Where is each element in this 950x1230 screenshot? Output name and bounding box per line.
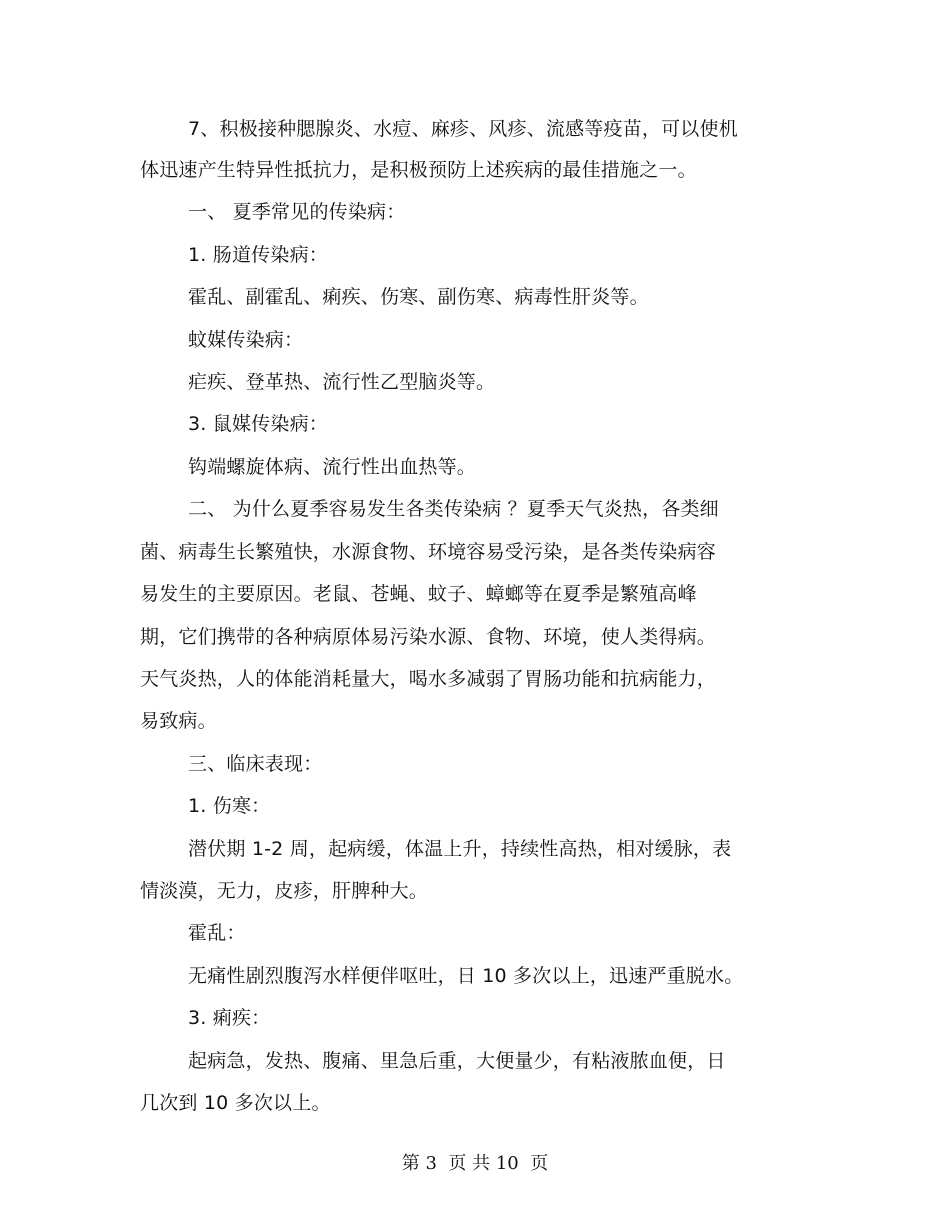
paragraph-line: 菌、病毒生长繁殖快，水源食物、环境容易受污染，是各类传染病容 <box>140 541 717 563</box>
paragraph-line: 起病急，发热、腹痛、里急后重，大便量少，有粘液脓血便，日 <box>188 1050 726 1072</box>
section-heading: 一、 夏季常见的传染病： <box>188 201 406 223</box>
section-heading: 三、临床表现： <box>188 753 323 775</box>
subsection-heading: 3. 痢疾： <box>188 1007 271 1029</box>
subsection-heading: 霍乱： <box>188 922 246 944</box>
paragraph-line: 钩端螺旋体病、流行性出血热等。 <box>188 456 477 478</box>
paragraph-line: 潜伏期 1-2 周，起病缓，体温上升，持续性高热，相对缓脉，表 <box>188 838 732 860</box>
subsection-heading: 3. 鼠媒传染病： <box>188 413 328 435</box>
paragraph-line: 疟疾、登革热、流行性乙型脑炎等。 <box>188 371 496 393</box>
subsection-heading: 蚊媒传染病： <box>188 329 304 351</box>
paragraph-line: 体迅速产生特异性抵抗力，是积极预防上述疾病的最佳措施之一。 <box>140 159 697 181</box>
paragraph-line: 情淡漠，无力，皮疹，肝脾种大。 <box>140 880 429 902</box>
paragraph-line: 几次到 10 多次以上。 <box>140 1092 331 1114</box>
paragraph-line: 霍乱、副霍乱、痢疾、伤寒、副伤寒、病毒性肝炎等。 <box>188 286 649 308</box>
paragraph-line: 7、积极接种腮腺炎、水痘、麻疹、风疹、流感等疫苗，可以使机 <box>188 118 738 140</box>
subsection-heading: 1. 伤寒： <box>188 795 271 817</box>
paragraph-line: 易发生的主要原因。老鼠、苍蝇、蚊子、蟑螂等在夏季是繁殖高峰 <box>140 583 697 605</box>
paragraph-line: 无痛性剧烈腹泻水样便伴呕吐，日 10 多次以上，迅速严重脱水。 <box>188 965 744 987</box>
paragraph-line: 期，它们携带的各种病原体易污染水源、食物、环境，使人类得病。 <box>140 626 717 648</box>
page-number-footer: 第 3 页 共 10 页 <box>401 1153 549 1174</box>
paragraph-line: 天气炎热，人的体能消耗量大，喝水多减弱了胃肠功能和抗病能力， <box>140 668 717 690</box>
section-heading: 二、 为什么夏季容易发生各类传染病 ？夏季天气炎热，各类细 <box>188 498 719 520</box>
paragraph-line: 易致病。 <box>140 710 217 732</box>
subsection-heading: 1. 肠道传染病： <box>188 244 328 266</box>
